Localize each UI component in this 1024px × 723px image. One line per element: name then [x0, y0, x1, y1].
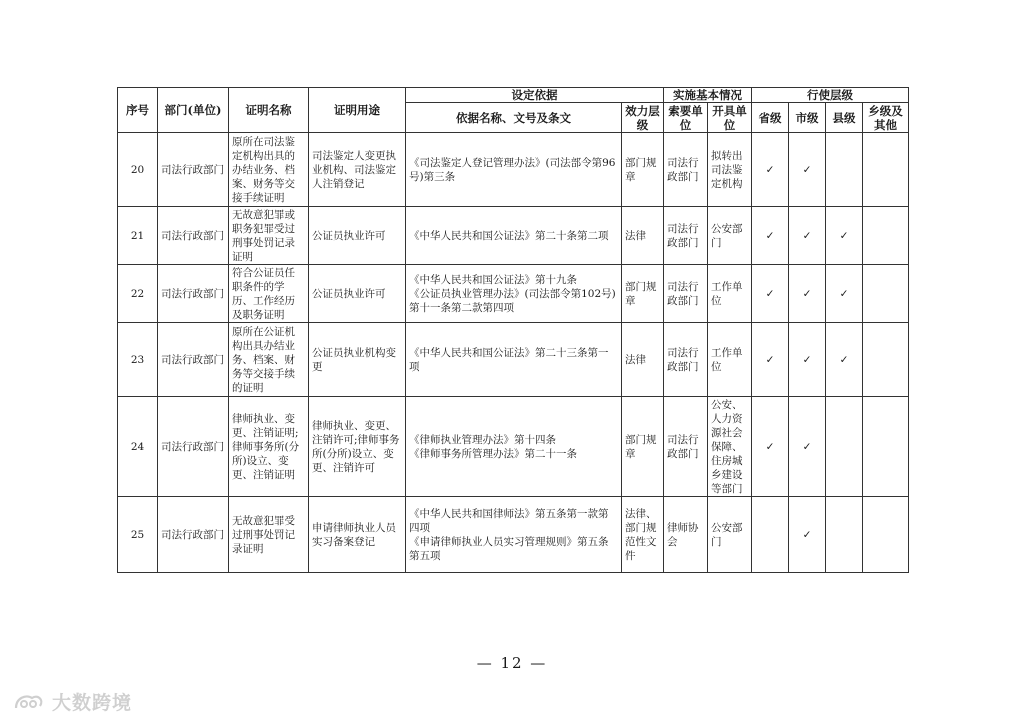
check-mark-icon: ✓ [802, 229, 812, 242]
row-basis: 《司法鉴定人登记管理办法》(司法部令第96号)第三条 [406, 133, 622, 207]
row-issuer: 公安部门 [708, 497, 752, 573]
row-no: 25 [118, 497, 158, 573]
check-city [789, 265, 826, 323]
header-level: 效力层级 [622, 103, 664, 133]
check-county [826, 497, 863, 573]
row-cert: 无故意犯罪受过刑事处罚记录证明 [229, 497, 309, 573]
header-requester: 索要单位 [664, 103, 708, 133]
check-city [789, 133, 826, 207]
row-issuer: 公安、人力资源社会保障、住房城乡建设等部门 [708, 397, 752, 497]
row-use: 申请律师执业人员实习备案登记 [309, 497, 406, 573]
certificate-table [117, 87, 909, 573]
table-body [118, 133, 909, 573]
check-mark-icon: ✓ [802, 528, 812, 541]
check-town [863, 323, 909, 397]
row-basis: 《律师执业管理办法》第十四条 《律师事务所管理办法》第二十一条 [406, 397, 622, 497]
table-row [118, 133, 909, 207]
row-use: 公证员执业许可 [309, 265, 406, 323]
row-level: 法律、部门规范性文件 [622, 497, 664, 573]
row-no: 23 [118, 323, 158, 397]
table-row [118, 323, 909, 397]
check-mark-icon: ✓ [802, 440, 812, 453]
row-dept: 司法行政部门 [158, 207, 229, 265]
check-county [826, 133, 863, 207]
row-dept: 司法行政部门 [158, 323, 229, 397]
row-issuer: 公安部门 [708, 207, 752, 265]
check-town [863, 265, 909, 323]
row-level: 法律 [622, 207, 664, 265]
watermark-text: 大数跨境 [52, 692, 133, 714]
row-dept: 司法行政部门 [158, 397, 229, 497]
row-dept: 司法行政部门 [158, 497, 229, 573]
header-dept: 部门(单位) [158, 88, 229, 133]
check-city [789, 497, 826, 573]
row-use: 公证员执业机构变更 [309, 323, 406, 397]
watermark [12, 688, 132, 715]
header-city: 市级 [789, 103, 826, 133]
row-basis: 《中华人民共和国公证法》第十九条 《公证员执业管理办法》(司法部令第102号)第十一条第二款第四项 [406, 265, 622, 323]
header-impl-group: 实施基本情况 [664, 88, 752, 103]
check-mark-icon: ✓ [839, 287, 849, 300]
row-issuer: 拟转出司法鉴定机构 [708, 133, 752, 207]
row-level: 法律 [622, 323, 664, 397]
check-mark-icon: ✓ [765, 229, 775, 242]
check-mark-icon: ✓ [802, 163, 812, 176]
row-no: 24 [118, 397, 158, 497]
page-number: — 12 — [476, 654, 548, 672]
table-row [118, 397, 909, 497]
header-county: 县级 [826, 103, 863, 133]
table-row [118, 265, 909, 323]
row-requester: 司法行政部门 [664, 133, 708, 207]
row-requester: 司法行政部门 [664, 207, 708, 265]
check-county [826, 323, 863, 397]
check-city [789, 323, 826, 397]
check-province [752, 265, 789, 323]
check-county [826, 397, 863, 497]
row-cert: 原所在司法鉴定机构出具的办结业务、档案、财务等交接手续证明 [229, 133, 309, 207]
row-issuer: 工作单位 [708, 265, 752, 323]
row-requester: 律师协会 [664, 497, 708, 573]
check-mark-icon: ✓ [839, 229, 849, 242]
check-city [789, 397, 826, 497]
row-cert: 符合公证员任职条件的学历、工作经历及职务证明 [229, 265, 309, 323]
check-mark-icon: ✓ [765, 353, 775, 366]
check-city [789, 207, 826, 265]
row-use: 公证员执业许可 [309, 207, 406, 265]
header-exec-group: 行使层级 [752, 88, 909, 103]
row-cert: 原所在公证机构出具办结业务、档案、财务等交接手续的证明 [229, 323, 309, 397]
row-level: 部门规章 [622, 265, 664, 323]
header-basis-name: 依据名称、文号及条文 [406, 103, 622, 133]
row-dept: 司法行政部门 [158, 133, 229, 207]
row-cert: 无故意犯罪或职务犯罪受过刑事处罚记录证明 [229, 207, 309, 265]
check-county [826, 207, 863, 265]
row-use: 律师执业、变更、注销许可;律师事务所(分所)设立、变更、注销许可 [309, 397, 406, 497]
row-basis: 《中华人民共和国律师法》第五条第一款第四项 《申请律师执业人员实习管理规则》第五条第五项 [406, 497, 622, 573]
row-level: 部门规章 [622, 397, 664, 497]
row-use: 司法鉴定人变更执业机构、司法鉴定人注销登记 [309, 133, 406, 207]
row-no: 21 [118, 207, 158, 265]
table-row [118, 207, 909, 265]
row-cert: 律师执业、变更、注销证明;律师事务所(分所)设立、变更、注销证明 [229, 397, 309, 497]
check-mark-icon: ✓ [765, 163, 775, 176]
check-town [863, 133, 909, 207]
header-province: 省级 [752, 103, 789, 133]
row-no: 20 [118, 133, 158, 207]
check-mark-icon: ✓ [765, 440, 775, 453]
row-no: 22 [118, 265, 158, 323]
check-province [752, 323, 789, 397]
header-town: 乡级及其他 [863, 103, 909, 133]
header-no: 序号 [118, 88, 158, 133]
row-issuer: 工作单位 [708, 323, 752, 397]
check-county [826, 265, 863, 323]
header-basis-group: 设定依据 [406, 88, 664, 103]
header-issuer: 开具单位 [708, 103, 752, 133]
check-province [752, 497, 789, 573]
check-province [752, 397, 789, 497]
row-level: 部门规章 [622, 133, 664, 207]
row-requester: 司法行政部门 [664, 265, 708, 323]
check-town [863, 397, 909, 497]
header-use: 证明用途 [309, 88, 406, 133]
check-town [863, 497, 909, 573]
row-basis: 《中华人民共和国公证法》第二十条第二项 [406, 207, 622, 265]
check-town [863, 207, 909, 265]
check-mark-icon: ✓ [802, 353, 812, 366]
row-requester: 司法行政部门 [664, 397, 708, 497]
row-dept: 司法行政部门 [158, 265, 229, 323]
check-province [752, 207, 789, 265]
table-row [118, 497, 909, 573]
check-mark-icon: ✓ [839, 353, 849, 366]
row-basis: 《中华人民共和国公证法》第二十三条第一项 [406, 323, 622, 397]
check-mark-icon: ✓ [765, 287, 775, 300]
check-mark-icon: ✓ [802, 287, 812, 300]
watermark-logo-icon [12, 690, 46, 714]
row-requester: 司法行政部门 [664, 323, 708, 397]
header-cert: 证明名称 [229, 88, 309, 133]
check-province [752, 133, 789, 207]
